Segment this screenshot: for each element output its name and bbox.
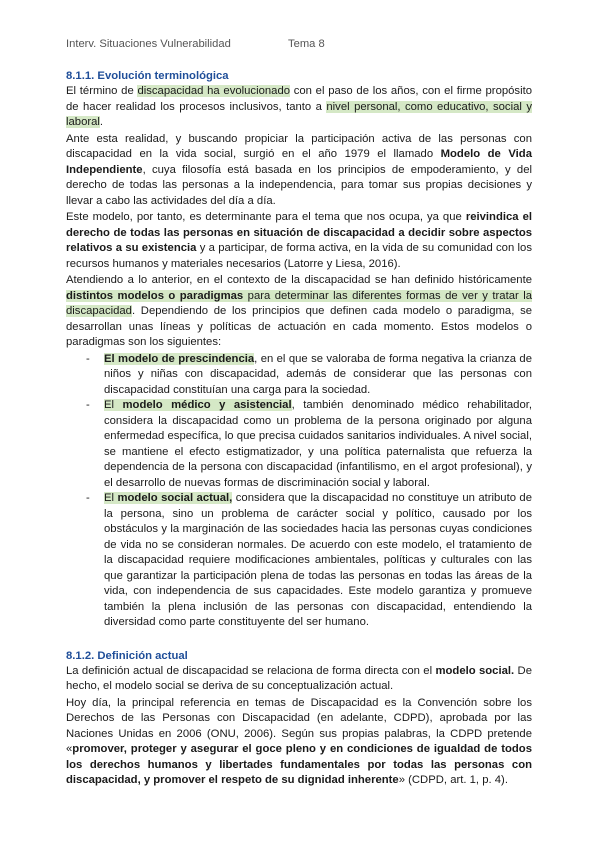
bold-text: modelo social. [435,664,515,677]
text: considera que la discapacidad no constituye un atributo de la persona, sino un problema de carácter social y político, causado por los obstáculos y la marginación de las sociedades hacia las personas cuyas condiciones de vida no se consideran normales. De acuerdo con este modelo, el tratamiento de la discapacidad requiere modificaciones ambientales, políticas y culturales con las que garantizar la participación plena de todas las personas en todas las áreas de la vida, con independencia de sus capacidades. Este modelo garantiza y promueve también la plena inclusión de las personas con discapacidad, entendiendo la diversidad como parte constituyente del ser humano. [104,492,532,628]
list-item-social [66,491,532,631]
highlight: nivel personal, como educativo, social y laboral [66,100,532,128]
highlight: discapacidad ha evolucionado [137,85,291,97]
text: con el paso de los años, con el firme propósito de hacer realidad los procesos inclusivos, tanto a [66,85,532,113]
section-title-definicion: 8.1.2. Definición actual [66,649,188,662]
bold-highlight: El modelo de prescindencia [104,352,255,365]
document-body [66,68,532,790]
bold-text: Modelo de Vida Independiente [66,148,532,176]
list-dash: - [86,492,90,504]
list-dash: - [86,352,90,365]
bold-highlight: modelo médico y asistencial [122,399,292,411]
course-name: Interv. Situaciones Vulnerabilidad [66,38,231,50]
bold-highlight: modelo social actual, [117,492,233,504]
text: . [99,116,104,128]
text: De hecho, el modelo social se deriva de su conceptualización actual. [66,664,532,692]
text: , también denominado médico rehabilitador, considera la discapacidad como un problema de la persona originado por alguna enfermedad específica, lo que precisa cuidados sanitarios individuales. A nivel social, se mantiene el efecto estigmatizador, y una política paternalista que refuerza la dependencia de la persona con discapacidad (infantilismo, en el argot profesional), y el desarrollo de nuevas formas de discriminación social y laboral. [104,399,532,489]
paragraph-6 [66,696,532,789]
list-dash: - [86,399,90,411]
models-list [66,352,532,631]
highlight: El [104,399,123,411]
section-title-evolucion: 8.1.1. Evolución terminológica [66,70,229,82]
bold-highlight: distintos modelos o paradigmas [66,289,244,302]
text: , cuya filosofía está basada en los principios de empoderamiento, y del derecho de todas las personas a la independencia, para tomar sus propias decisiones y llevar a cabo las actividades del día a día. [66,163,532,207]
paragraph-4 [66,273,532,351]
paragraph-1 [66,84,532,131]
text: Ante esta realidad, y buscando propiciar la participación activa de las personas con discapacidad en la vida social, surgió en el año 1979 el llamado [66,132,532,160]
highlight: El [104,492,118,504]
bold-text: reivindica el derecho de todas las personas en situación de discapacidad a decidir sobre aspectos relativos a su existencia [66,211,532,254]
text: Atendiendo a lo anterior, en el contexto de la discapacidad se han definido históricamente [66,274,532,286]
text: » (CDPD, art. 1, p. 4). [398,774,508,786]
paragraph-5 [66,664,532,695]
paragraph-3 [66,210,532,272]
text: Hoy día, la principal referencia en temas de Discapacidad es la Convención sobre los Derechos de las Personas con Discapacidad (en adelante, CDPD), aprobada por las Naciones Unidas en 2006 (ONU, 2006). Según sus propias palabras, la CDPD pretende « [66,696,532,755]
text: Este modelo, por tanto, es determinante para el tema que nos ocupa, ya que [66,211,466,223]
page-header [66,38,536,50]
text: La definición actual de discapacidad se relaciona de forma directa con el [66,664,436,677]
paragraph-2 [66,132,532,210]
text: . Dependiendo de los principios que definen cada modelo o paradigma, se desarrollan unas líneas y políticas de actuación en cada momento. Estos modelos o paradigmas son los siguientes: [66,305,532,348]
topic-label: Tema 8 [288,38,325,50]
text: El término de [66,85,138,97]
list-item-prescindencia [66,352,532,399]
bold-text: promover, proteger y asegurar el goce pleno y en condiciones de igualdad de todos los derechos humanos y libertades fundamentales por todas las personas con discapacidad, y promover el respeto de su dignidad inherente [66,743,532,786]
text: , en el que se valoraba de forma negativa la crianza de niños y niñas con discapacidad, además de considerar que las personas con discapacidad constituían una carga para la sociedad. [104,352,532,396]
text: y a participar, de forma activa, en la vida de su comunidad con los recursos humanos y materiales necesarios (Latorre y Liesa, 2016). [66,242,532,270]
list-item-medico [66,398,532,491]
highlight: para determinar las diferentes formas de ver y tratar la discapacidad [66,289,533,317]
